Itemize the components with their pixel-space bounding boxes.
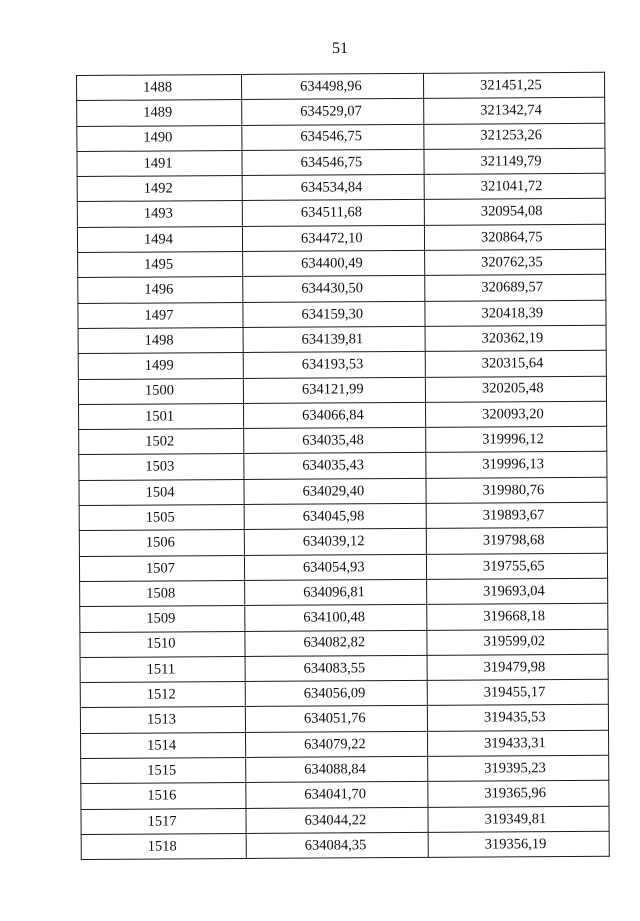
x-coordinate-cell: 634139,81 bbox=[243, 326, 425, 352]
y-coordinate-cell: 319349,81 bbox=[428, 806, 609, 832]
x-coordinate-cell: 634041,70 bbox=[246, 782, 428, 808]
point-number-cell: 1495 bbox=[78, 252, 243, 278]
y-coordinate-cell: 319433,31 bbox=[428, 730, 609, 756]
y-coordinate-cell: 320689,57 bbox=[425, 275, 606, 301]
y-coordinate-cell: 321253,26 bbox=[424, 123, 605, 149]
point-number-cell: 1512 bbox=[80, 682, 245, 708]
table-row bbox=[79, 502, 607, 531]
table-row bbox=[81, 781, 609, 810]
x-coordinate-cell: 634029,40 bbox=[244, 478, 426, 504]
point-number-cell: 1489 bbox=[77, 100, 242, 126]
table-row bbox=[78, 300, 606, 329]
table-row bbox=[81, 831, 609, 860]
table-row bbox=[77, 199, 605, 228]
table-row bbox=[77, 224, 605, 253]
y-coordinate-cell: 319365,96 bbox=[428, 781, 609, 807]
x-coordinate-cell: 634511,68 bbox=[242, 200, 424, 226]
y-coordinate-cell: 319996,13 bbox=[426, 452, 607, 478]
point-number-cell: 1505 bbox=[79, 505, 244, 531]
point-number-cell: 1503 bbox=[79, 454, 244, 480]
y-coordinate-cell: 319435,53 bbox=[427, 705, 608, 731]
x-coordinate-cell: 634035,48 bbox=[244, 428, 426, 454]
y-coordinate-cell: 319668,18 bbox=[427, 603, 608, 629]
table-row bbox=[78, 351, 606, 380]
table-row bbox=[78, 249, 606, 278]
table-row bbox=[80, 578, 608, 607]
y-coordinate-cell: 319893,67 bbox=[426, 502, 607, 528]
point-number-cell: 1514 bbox=[81, 732, 246, 758]
x-coordinate-cell: 634083,55 bbox=[245, 655, 427, 681]
table-row bbox=[77, 148, 605, 177]
y-coordinate-cell: 320418,39 bbox=[425, 300, 606, 326]
table-row bbox=[80, 629, 608, 658]
y-coordinate-cell: 319356,19 bbox=[428, 831, 609, 857]
x-coordinate-cell: 634121,99 bbox=[243, 377, 425, 403]
point-number-cell: 1497 bbox=[78, 302, 243, 328]
y-coordinate-cell: 320315,64 bbox=[425, 351, 606, 377]
point-number-cell: 1490 bbox=[77, 125, 242, 151]
point-number-cell: 1508 bbox=[80, 580, 245, 606]
x-coordinate-cell: 634051,76 bbox=[245, 706, 427, 732]
y-coordinate-cell: 319599,02 bbox=[427, 629, 608, 655]
y-coordinate-cell: 319980,76 bbox=[426, 477, 607, 503]
point-number-cell: 1499 bbox=[78, 353, 243, 379]
y-coordinate-cell: 320205,48 bbox=[425, 376, 606, 402]
point-number-cell: 1510 bbox=[80, 631, 245, 657]
y-coordinate-cell: 321041,72 bbox=[424, 173, 605, 199]
point-number-cell: 1509 bbox=[80, 606, 245, 632]
point-number-cell: 1496 bbox=[78, 277, 243, 303]
y-coordinate-cell: 319395,23 bbox=[428, 755, 609, 781]
x-coordinate-cell: 634100,48 bbox=[245, 605, 427, 631]
x-coordinate-cell: 634066,84 bbox=[244, 402, 426, 428]
point-number-cell: 1502 bbox=[79, 429, 244, 455]
x-coordinate-cell: 634054,93 bbox=[244, 554, 426, 580]
x-coordinate-cell: 634534,84 bbox=[242, 175, 424, 201]
point-number-cell: 1507 bbox=[79, 555, 244, 581]
point-number-cell: 1515 bbox=[81, 757, 246, 783]
table-row bbox=[77, 72, 605, 101]
y-coordinate-cell: 319755,65 bbox=[426, 553, 607, 579]
point-number-cell: 1517 bbox=[81, 808, 246, 834]
point-number-cell: 1511 bbox=[80, 656, 245, 682]
y-coordinate-cell: 321451,25 bbox=[423, 72, 604, 98]
point-number-cell: 1498 bbox=[78, 327, 243, 353]
x-coordinate-cell: 634529,07 bbox=[242, 99, 424, 125]
y-coordinate-cell: 321149,79 bbox=[424, 148, 605, 174]
y-coordinate-cell: 320762,35 bbox=[425, 249, 606, 275]
table-row bbox=[77, 123, 605, 152]
point-number-cell: 1494 bbox=[77, 226, 242, 252]
point-number-cell: 1506 bbox=[79, 530, 244, 556]
page-number: 51 bbox=[332, 40, 348, 57]
x-coordinate-cell: 634546,75 bbox=[242, 149, 424, 175]
table-row bbox=[78, 376, 606, 405]
table-row bbox=[77, 173, 605, 202]
x-coordinate-cell: 634044,22 bbox=[246, 807, 428, 833]
table-row bbox=[79, 553, 607, 582]
point-number-cell: 1504 bbox=[79, 479, 244, 505]
table-row bbox=[79, 477, 607, 506]
x-coordinate-cell: 634430,50 bbox=[243, 276, 425, 302]
x-coordinate-cell: 634079,22 bbox=[246, 731, 428, 757]
table-row bbox=[80, 654, 608, 683]
point-number-cell: 1501 bbox=[79, 403, 244, 429]
x-coordinate-cell: 634045,98 bbox=[244, 503, 426, 529]
y-coordinate-cell: 319693,04 bbox=[427, 578, 608, 604]
x-coordinate-cell: 634088,84 bbox=[246, 756, 428, 782]
table-row bbox=[78, 325, 606, 354]
point-number-cell: 1491 bbox=[77, 150, 242, 176]
x-coordinate-cell: 634159,30 bbox=[243, 301, 425, 327]
x-coordinate-cell: 634498,96 bbox=[241, 73, 423, 99]
point-number-cell: 1518 bbox=[81, 833, 246, 859]
point-number-cell: 1500 bbox=[78, 378, 243, 404]
table-row bbox=[77, 98, 605, 127]
point-number-cell: 1488 bbox=[77, 74, 242, 100]
y-coordinate-cell: 319996,12 bbox=[426, 426, 607, 452]
x-coordinate-cell: 634056,09 bbox=[245, 680, 427, 706]
coordinates-table bbox=[76, 72, 610, 860]
y-coordinate-cell: 320864,75 bbox=[424, 224, 605, 250]
point-number-cell: 1516 bbox=[81, 783, 246, 809]
table-row bbox=[79, 452, 607, 481]
point-number-cell: 1492 bbox=[77, 176, 242, 202]
table-row bbox=[81, 806, 609, 835]
x-coordinate-cell: 634039,12 bbox=[244, 529, 426, 555]
table-row bbox=[79, 401, 607, 430]
table-row bbox=[79, 426, 607, 455]
table-row bbox=[81, 755, 609, 784]
y-coordinate-cell: 321342,74 bbox=[424, 98, 605, 124]
table-row bbox=[79, 528, 607, 557]
x-coordinate-cell: 634035,43 bbox=[244, 453, 426, 479]
table-row bbox=[80, 705, 608, 734]
x-coordinate-cell: 634193,53 bbox=[243, 352, 425, 378]
coordinates-table-body bbox=[77, 72, 610, 859]
y-coordinate-cell: 320093,20 bbox=[426, 401, 607, 427]
table-row bbox=[78, 275, 606, 304]
table-row bbox=[81, 730, 609, 759]
x-coordinate-cell: 634546,75 bbox=[242, 124, 424, 150]
point-number-cell: 1513 bbox=[80, 707, 245, 733]
table-row bbox=[80, 603, 608, 632]
y-coordinate-cell: 320362,19 bbox=[425, 325, 606, 351]
table-row bbox=[80, 679, 608, 708]
x-coordinate-cell: 634084,35 bbox=[246, 832, 428, 858]
point-number-cell: 1493 bbox=[77, 201, 242, 227]
y-coordinate-cell: 319798,68 bbox=[426, 528, 607, 554]
y-coordinate-cell: 320954,08 bbox=[424, 199, 605, 225]
y-coordinate-cell: 319479,98 bbox=[427, 654, 608, 680]
x-coordinate-cell: 634096,81 bbox=[245, 579, 427, 605]
y-coordinate-cell: 319455,17 bbox=[427, 679, 608, 705]
x-coordinate-cell: 634082,82 bbox=[245, 630, 427, 656]
x-coordinate-cell: 634400,49 bbox=[243, 250, 425, 276]
x-coordinate-cell: 634472,10 bbox=[242, 225, 424, 251]
